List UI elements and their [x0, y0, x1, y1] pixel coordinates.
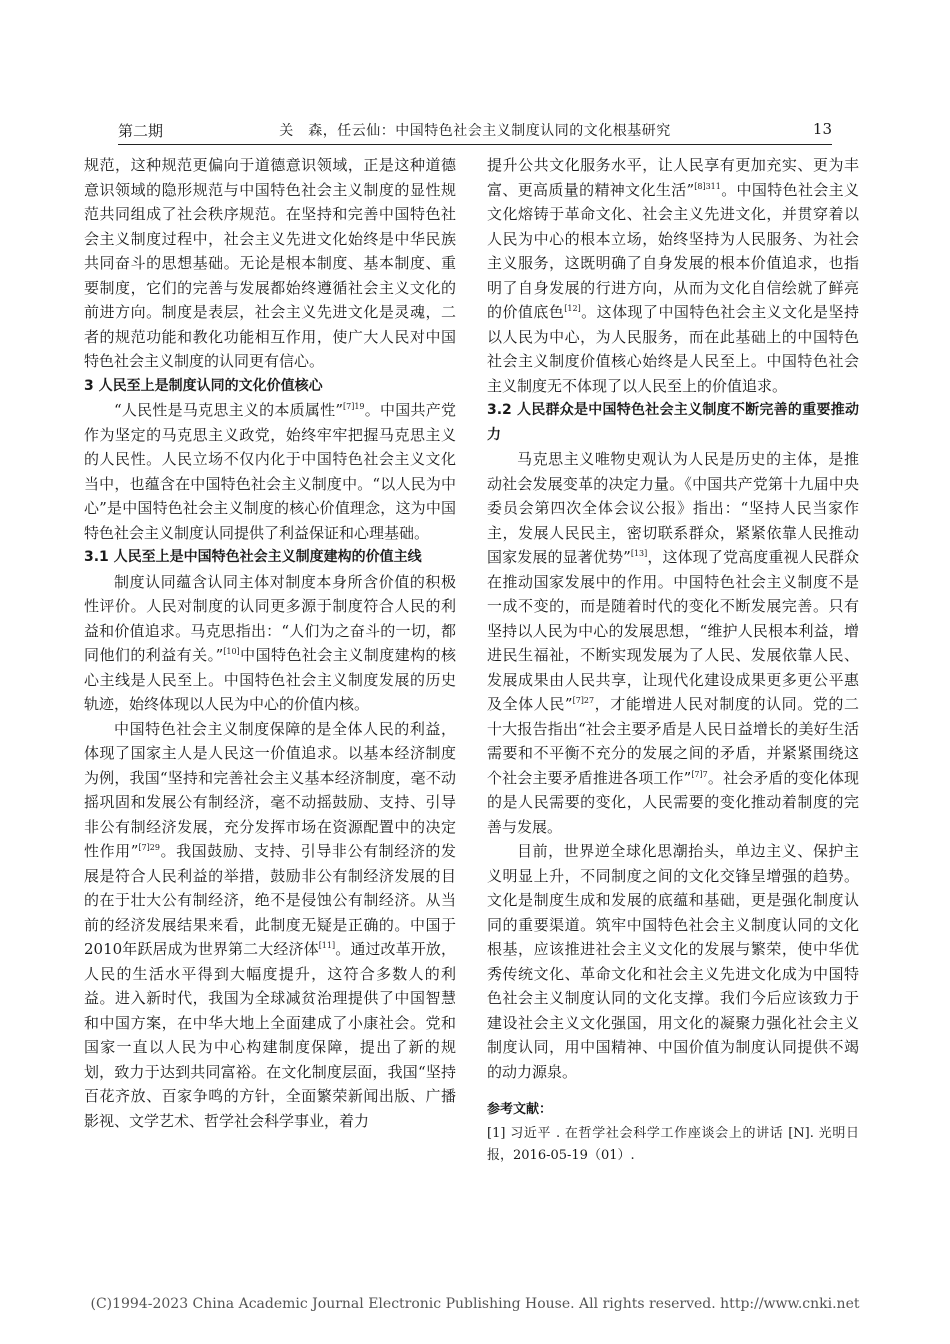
paragraph	[84, 570, 456, 717]
citation: [7]27	[572, 696, 595, 705]
left-column	[84, 153, 456, 1133]
right-column	[487, 153, 859, 1167]
paragraph-text: ，这体现了党高度重视人民群众在推动国家发展中的作用。中国特色社会主义制度不是一成不变的，而是随着时代的变化不断发展完善。只有坚持以人民为中心的发展思想，“维护人民根本利益，增进民生福祉，不断实现发展为了人民、发展依靠人民、发展成果由人民共享，让现代化建设成果更多更公平惠及全体人民”	[487, 548, 859, 713]
paragraph-text: 。这体现了中国特色社会主义文化是坚持以人民为中心，为人民服务，而在此基础上的中国特色社会主义制度价值核心始终是人民至上。中国特色社会主义制度无不体现了以人民至上的价值追求。	[487, 303, 859, 395]
citation: [8]311	[694, 181, 721, 191]
paragraph-text: 中国特色社会主义制度建构的核心主线是人民至上。中国特色社会主义制度发展的历史轨迹，始终体现以人民为中心的价值内核。	[84, 646, 456, 713]
section-heading-3-1: 3.1 人民至上是中国特色社会主义制度建构的价值主线	[84, 549, 422, 565]
references	[487, 1098, 859, 1167]
section-heading-3: 3 人民至上是制度认同的文化价值核心	[84, 377, 323, 394]
paragraph: 目前，世界逆全球化思潮抬头，单边主义、保护主义明显上升，不同制度之间的文化交锋呈增强的趋势。文化是制度生成和发展的底蕴和基础，更是强化制度认同的重要渠道。筑牢中国特色社会主义制度认同的文化根基，应该推进社会主义文化的发展与繁荣，使中华优秀传统文化、革命文化和社会主义先进文化成为中国特色社会主义制度认同的文化支撑。我们今后应该致力于建设社会主义文化强国，用文化的凝聚力强化社会主义制度认同，用中国精神、中国价值为制度认同提供不竭的动力源泉。	[487, 842, 859, 1081]
citation: [7]19	[343, 402, 365, 411]
paragraph-text: 。我国鼓励、支持、引导非公有制经济的发展是符合人民利益的举措，鼓励非公有制经济发展的目的在于壮大公有制经济，绝不是侵蚀公有制经济。从当前的经济发展结果来看，此制度无疑是正确的。中国于2010年跃居成为世界第二大经济体	[84, 842, 456, 958]
paragraph-text: ，才能增进人民对制度的认同。党的二十大报告指出“社会主要矛盾是人民日益增长的美好生活需要和不平衡不充分的发展之间的矛盾，并紧紧围绕这个社会主要矛盾推进各项工作”	[487, 695, 859, 787]
paragraph	[84, 398, 456, 545]
paragraph	[84, 717, 456, 1134]
paragraph-text: 。社会矛盾的变化体现的是人民需要的变化，人民需要的变化推动着制度的完善与发展。	[487, 768, 859, 836]
paragraph	[487, 447, 859, 839]
paragraph-text: 。中国共产党作为坚定的马克思主义政党，始终牢牢把握马克思主义的人民性。人民立场不仅内化于中国特色社会主义文化当中，也蕴含在中国特色社会主义制度中。“以人民为中心”是中国特色社会主义制度的核心价值理念，这为中国特色社会主义制度认同提供了利益保证和心理基础。	[84, 401, 456, 542]
paragraph: 规范，这种规范更偏向于道德意识领域，正是这种道德意识领域的隐形规范与中国特色社会主义制度的显性规范共同组成了社会秩序规范。在坚持和完善中国特色社会主义制度过程中，社会主义先进文化始终是中华民族共同奋斗的思想基础。无论是根本制度、基本制度、重要制度，它们的完善与发展都始终遵循社会主义文化的前进方向。制度是表层，社会主义先进文化是灵魂，二者的规范功能和教化功能相互作用，使广大人民对中国特色社会主义制度的认同更有信心。	[84, 156, 456, 370]
citation: [11]	[318, 941, 336, 950]
reference-item: [1] 习近平 . 在哲学社会科学工作座谈会上的讲话 [N]. 光明日报，2016-05-19（01）.	[487, 1125, 859, 1163]
citation: [7]7	[691, 769, 708, 779]
paragraph	[487, 153, 859, 398]
paragraph-text: “人民性是马克思主义的本质属性”	[114, 401, 343, 419]
paragraph-text: 中国特色社会主义制度保障的是全体人民的利益，体现了国家主人是人民这一价值追求。以基本经济制度为例，我国“坚持和完善社会主义基本经济制度，毫不动摇巩固和发展公有制经济，毫不动摇鼓励、支持、引导非公有制经济发展，充分发挥市场在资源配置中的决定性作用”	[84, 719, 456, 860]
page-header	[118, 118, 832, 146]
citation: [10]	[223, 647, 240, 656]
copyright-footer: (C)1994-2023 China Academic Journal Electronic Publishing House. All rights reserved. http://www.cnki.net	[90, 1296, 860, 1312]
paragraph-text: 。中国特色社会主义文化熔铸于革命文化、社会主义先进文化，并贯穿着以人民为中心的根本立场，始终坚持为人民服务、为社会主义服务，这既明确了自身发展的根本价值追求，也指明了自身发展的行进方向，从而为文化自信绘就了鲜亮的价值底色	[487, 180, 859, 321]
references-title: 参考文献：	[487, 1102, 553, 1117]
paragraph-text: 制度认同蕴含认同主体对制度本身所含价值的积极性评价。人民对制度的认同更多源于制度符合人民的利益和价值追求。马克思指出：“人们为之奋斗的一切，都同他们的利益有关。”	[84, 572, 456, 664]
journal-issue: 第二期	[118, 122, 164, 140]
section-heading-3-2: 3.2 人民群众是中国特色社会主义制度不断完善的重要推动力	[487, 402, 859, 443]
citation: [12]	[564, 304, 581, 313]
header-rule	[118, 144, 832, 145]
running-title: 关 森，任云仙：中国特色社会主义制度认同的文化根基研究	[279, 123, 671, 139]
paragraph-text: 。通过改革开放，人民的生活水平得到大幅度提升，这符合多数人的利益。进入新时代，我国为全球减贫治理提供了中国智慧和中国方案，在中华大地上全面建成了小康社会。党和国家一直以人民为中心构建制度保障，提出了新的规划，致力于达到共同富裕。在文化制度层面，我国“坚持百花齐放、百家争鸣的方针，全面繁荣新闻出版、广播影视、文学艺术、哲学社会科学事业，着力	[84, 940, 456, 1130]
paragraph-text: 马克思主义唯物史观认为人民是历史的主体，是推动社会发展变革的决定力量。《中国共产党第十九届中央委员会第四次全体会议公报》指出：“坚持人民当家作主，发展人民民主，密切联系群众，紧紧依靠人民推动国家发展的显著优势”	[487, 450, 859, 566]
paragraph-text: 提升公共文化服务水平，让人民享有更加充实、更为丰富、更高质量的精神文化生活”	[487, 156, 859, 199]
citation: [13]	[630, 549, 648, 558]
citation: [7]29	[138, 843, 160, 852]
page-number: 13	[812, 120, 832, 138]
